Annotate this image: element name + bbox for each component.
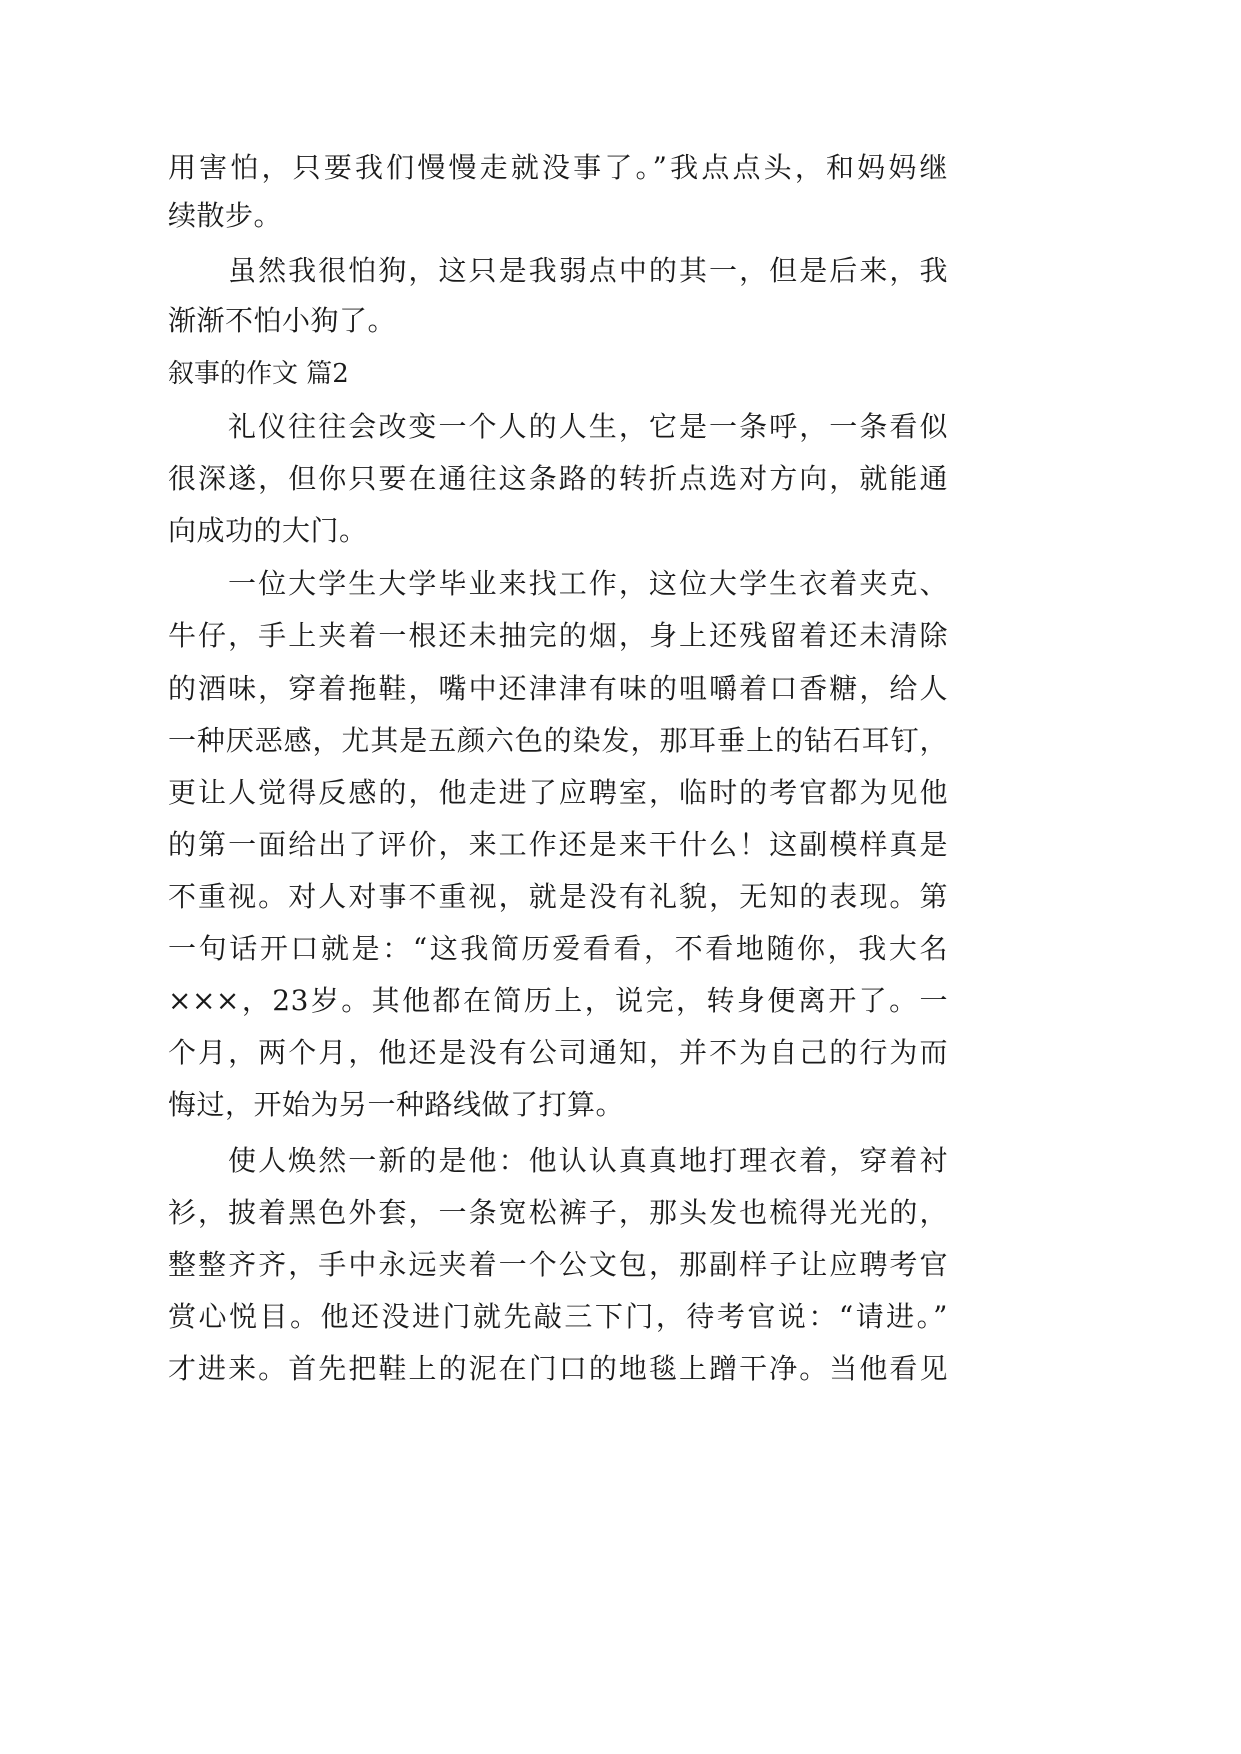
paragraph-line: 礼仪往往会改变一个人的人生，它是一条呼，一条看似: [228, 410, 948, 443]
paragraph-line: 衫，披着黑色外套，一条宽松裤子，那头发也梳得光光的，: [168, 1196, 948, 1229]
paragraph-line: 整整齐齐，手中永远夹着一个公文包，那副样子让应聘考官: [168, 1248, 948, 1281]
paragraph-line: 虽然我很怕狗，这只是我弱点中的其一，但是后来，我: [228, 254, 948, 287]
paragraph-line: 渐渐不怕小狗了。: [168, 304, 397, 337]
paragraph-line: 的酒味，穿着拖鞋，嘴中还津津有味的咀嚼着口香糖，给人: [168, 672, 948, 705]
paragraph-line: 个月，两个月，他还是没有公司通知，并不为自己的行为而: [168, 1036, 948, 1069]
paragraph-line: 不重视。对人对事不重视，就是没有礼貌，无知的表现。第: [168, 880, 948, 913]
paragraph-line: 用害怕，只要我们慢慢走就没事了。”我点点头，和妈妈继: [168, 151, 948, 184]
paragraph-line: 续散步。: [168, 199, 283, 232]
paragraph-line: ×××，23岁。其他都在简历上，说完，转身便离开了。一: [168, 984, 948, 1017]
paragraph-line: 更让人觉得反感的，他走进了应聘室，临时的考官都为见他: [168, 776, 948, 809]
paragraph-line: 的第一面给出了评价，来工作还是来干什么！这副模样真是: [168, 828, 948, 861]
section-heading: 叙事的作文 篇2: [168, 359, 349, 389]
paragraph-line: 悔过，开始为另一种路线做了打算。: [168, 1088, 625, 1121]
paragraph-line: 很深遂，但你只要在通往这条路的转折点选对方向，就能通: [168, 462, 948, 495]
paragraph-line: 一句话开口就是：“这我简历爱看看，不看地随你，我大名: [168, 932, 948, 965]
paragraph-line: 赏心悦目。他还没进门就先敲三下门，待考官说：“请进。”: [168, 1300, 948, 1333]
paragraph-line: 才进来。首先把鞋上的泥在门口的地毯上蹭干净。当他看见: [168, 1352, 948, 1385]
paragraph-line: 使人焕然一新的是他：他认认真真地打理衣着，穿着衬: [228, 1144, 948, 1177]
paragraph-line: 一位大学生大学毕业来找工作，这位大学生衣着夹克、: [228, 567, 948, 600]
paragraph-line: 一种厌恶感，尤其是五颜六色的染发，那耳垂上的钻石耳钉，: [168, 724, 948, 757]
paragraph-line: 向成功的大门。: [168, 514, 368, 547]
paragraph-line: 牛仔，手上夹着一根还未抽完的烟，身上还残留着还未清除: [168, 619, 948, 652]
